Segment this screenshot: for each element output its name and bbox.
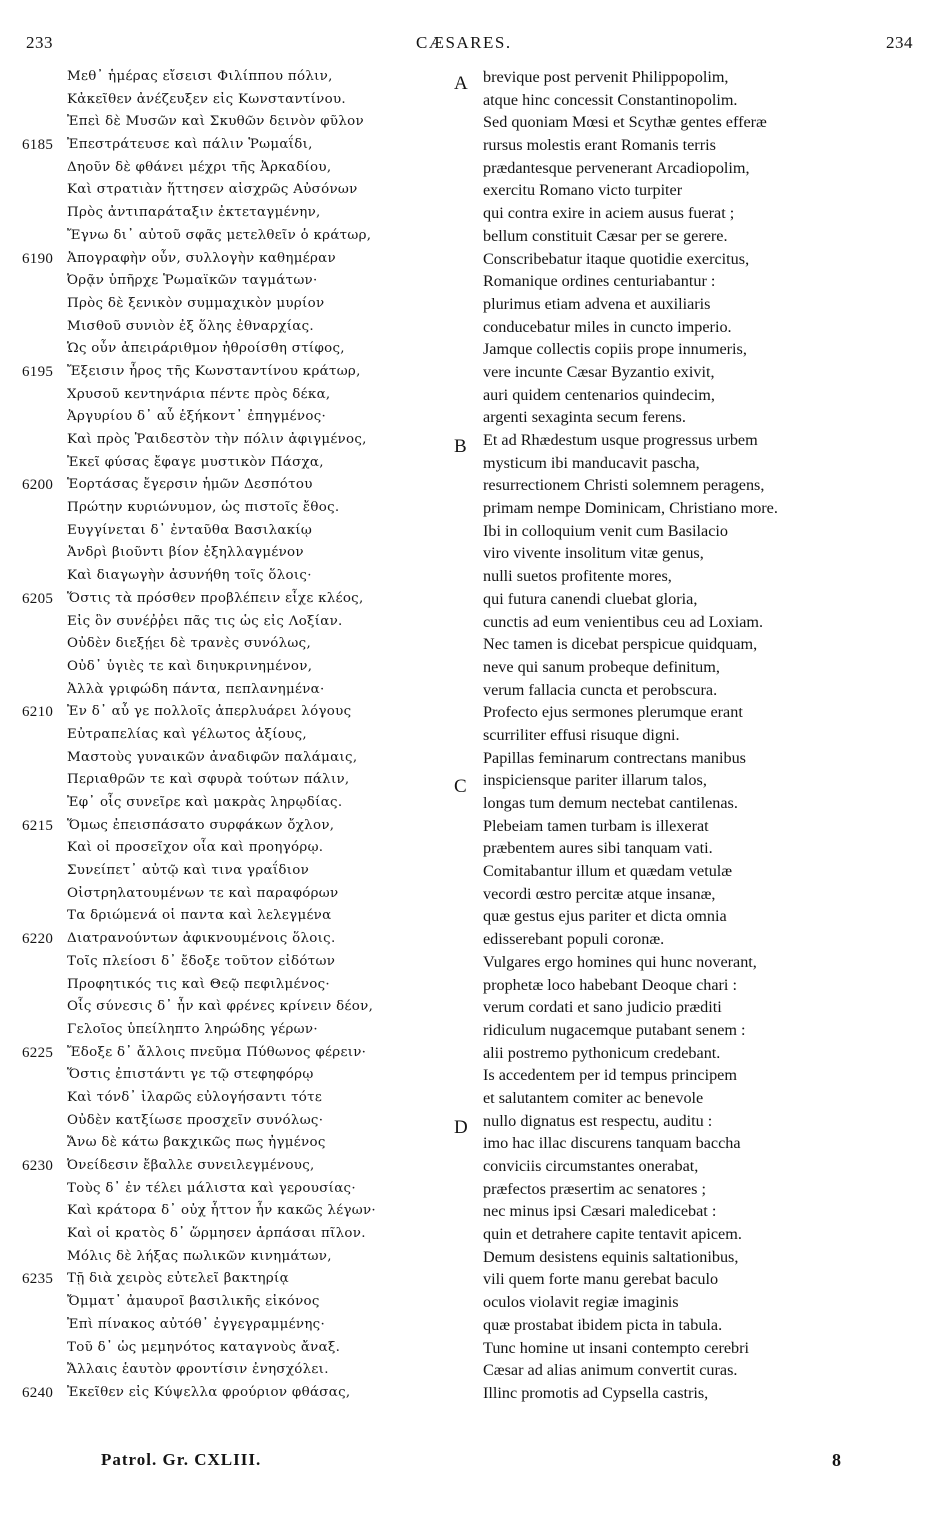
latin-verse-line [440,1064,940,1087]
latin-verse-text: Plebeiam tamen turbam is illexerat [483,816,709,835]
greek-verse-text: Ἔδοξε δ᾽ ἄλλοις πνεῦμα Πύθωνος φέρειν· [67,1044,367,1060]
latin-verse-line [440,1132,940,1155]
latin-verse-line [440,1314,940,1337]
latin-verse-text: nec minus ipsi Cæsari maledicebat : [483,1202,717,1221]
latin-verse-line [440,974,940,997]
latin-verse-text: Demum desistens equinis saltationibus, [483,1247,739,1266]
greek-verse-line [0,792,440,815]
latin-verse-text: argenti sexaginta secum ferens. [483,408,686,427]
greek-verse-text: Ὄμματ᾽ ἀμαυροῖ βασιλικῆς εἰκόνος [67,1294,320,1310]
greek-verse-line [0,1042,440,1065]
greek-verse-line [0,974,440,997]
greek-verse-line [0,588,440,611]
verse-number: 6195 [22,363,54,380]
greek-verse-line [0,1223,440,1246]
latin-verse-line [440,1019,940,1042]
verse-number: 6185 [22,137,54,154]
latin-verse-line [440,429,940,457]
latin-verse-text: Conscribebatur itaque quotidie exercitus, [483,249,750,268]
greek-verse-text: Καὶ διαγωγὴν ἀσυνήθη τοῖς ὅλοις· [67,568,312,584]
latin-verse-line [440,1223,940,1246]
verse-number: 6225 [22,1044,54,1061]
greek-verse-text: Ὡς οὖν ἀπειράριθμον ἠθροίσθη στίφος, [67,341,345,357]
greek-verse-text: Κἀκεῖθεν ἀνέζευξεν εἰς Κωνσταντίνου. [67,91,346,107]
latin-verse-text: qui contra exire in aciem ausus fuerat ; [483,204,735,223]
greek-verse-text: Καὶ κράτορα δ᾽ οὐχ ἧττον ἦν κακῶς λέγων· [67,1203,376,1219]
greek-verse-line [0,1178,440,1201]
latin-verse-text: exercitu Romano victo turpiter [483,181,683,200]
greek-verse-line [0,225,440,248]
greek-verse-line [0,66,440,89]
greek-verse-text: Πρὸς δὲ ξενικὸν συμμαχικὸν μυρίον [67,295,325,311]
latin-verse-line [440,338,940,361]
latin-verse-line [440,202,940,225]
greek-verse-text: Οἰστρηλατουμένων τε καὶ παραφόρων [67,885,339,901]
latin-verse-text: nulli suetos profitente mores, [483,567,672,586]
latin-verse-line [440,520,940,543]
greek-verse-line [0,157,440,180]
section-marker: B [454,436,467,457]
latin-verse-line [440,837,940,860]
latin-verse-text: prædantesque pervenerant Arcadiopolim, [483,158,750,177]
greek-verse-text: Γελοῖος ὑπείληπτο ληρώδης γέρων· [67,1021,318,1037]
section-marker: C [454,776,467,798]
latin-verse-line [440,611,940,634]
latin-verse-line [440,565,940,588]
greek-verse-text: Ἀνδρὶ βιοῦντι βίον ἐξηλλαγμένον [67,545,304,561]
greek-verse-line [0,905,440,928]
page-number-left: 233 [26,33,53,52]
latin-verse-line [440,361,940,384]
latin-verse-line [440,1155,940,1178]
latin-verse-text: scurriliter effusi risuque digni. [483,725,680,744]
greek-verse-line [0,338,440,361]
greek-verse-text: Ἄνω δὲ κάτω βακχικῶς πως ἠγμένος [67,1135,326,1151]
latin-verse-line [440,542,940,565]
latin-verse-line [440,588,940,611]
greek-verse-text: Ὀρᾷν ὑπῆρχε Ῥωμαϊκῶν ταγμάτων· [67,273,318,289]
greek-verse-line [0,179,440,202]
latin-verse-line [440,406,940,429]
greek-verse-line [0,497,440,520]
greek-verse-text: Ἀλλὰ γριφώδη πάντα, πεπλανημένα· [67,681,325,697]
greek-verse-text: Εὐτραπελίας καὶ γέλωτος ἀξίους, [67,726,307,742]
greek-verse-line [0,1132,440,1155]
page-footer [0,1450,950,1474]
latin-verse-line [440,951,940,974]
latin-verse-line [440,1042,940,1065]
greek-verse-line [0,747,440,770]
greek-verse-text: Ἀργυρίου δ᾽ αὖ ἑξήκοντ᾽ ἐπηγμένος· [67,409,327,425]
greek-verse-line [0,656,440,679]
greek-verse-line [0,611,440,634]
latin-verse-text: Nec tamen is dicebat perspicue quidquam, [483,635,758,654]
latin-verse-line [440,815,940,838]
greek-verse-text: Ἔγνω δι᾽ αὐτοῦ σφᾶς μετελθεῖν ὁ κράτωρ, [67,227,372,243]
latin-verse-text: oculos violavit regiæ imaginis [483,1293,679,1312]
latin-verse-text: quæ gestus ejus pariter et dicta omnia [483,907,727,926]
latin-verse-line [440,1178,940,1201]
greek-verse-line [0,134,440,157]
latin-verse-text: præbentem aures sibi tanquam vati. [483,839,713,858]
latin-verse-text: imo hac illac discurens tanquam baccha [483,1134,741,1153]
greek-verse-text: Τοὺς δ᾽ ἐν τέλει μάλιστα καὶ γερουσίας· [67,1180,356,1196]
greek-verse-text: Τα δριώμενά οἱ παντα καὶ λελεγμένα [67,908,332,924]
greek-verse-line [0,406,440,429]
greek-verse-line [0,565,440,588]
latin-verse-line [440,1291,940,1314]
latin-verse-text: neve qui sanum probeque definitum, [483,657,720,676]
greek-verse-line [0,520,440,543]
greek-verse-text: Τοῦ δ᾽ ὡς μεμηνότος καταγνοὺς ἄναξ. [67,1339,341,1355]
page-header [0,33,950,59]
latin-verse-line [440,905,940,928]
greek-verse-text: Εἰς ὃν συνέῤῥει πᾶς τις ὡς εἰς Λοξίαν. [67,613,343,629]
greek-verse-text: Ἐν δ᾽ αὖ γε πολλοῖς ἀπερλυάρει λόγους [67,704,352,720]
latin-verse-text: Et ad Rhædestum usque progressus urbem [483,431,758,449]
latin-verse-line [440,66,940,94]
greek-verse-text: Μισθοῦ συνιὸν ἐξ ὅλης ἐθναρχίας. [67,318,314,334]
greek-verse-line [0,769,440,792]
greek-verse-text: Ἐπὶ πίνακος αὐτόθ᾽ ἐγγεγραμμένης· [67,1316,326,1332]
verse-number: 6240 [22,1384,54,1401]
latin-verse-text: verum cordati et sano judicio præditi [483,998,722,1017]
latin-verse-line [440,474,940,497]
greek-verse-line [0,1200,440,1223]
latin-verse-line [440,883,940,906]
latin-verse-line [440,996,940,1019]
latin-verse-text: quæ prostabat ibidem picta in tabula. [483,1315,723,1334]
greek-verse-text: Ἐκεῖθεν εἰς Κύψελλα φρούριον φθάσας, [67,1384,351,1400]
greek-verse-text: Μεθ᾽ ἡμέρας εἴσεισι Φιλίππου πόλιν, [67,69,333,84]
greek-verse-line [0,270,440,293]
greek-verse-text: Μόλις δὲ λήξας πωλικῶν κινημάτων, [67,1248,332,1264]
latin-verse-text: plurimus etiam advena et auxiliaris [483,294,711,313]
greek-verse-line [0,1314,440,1337]
latin-verse-line [440,134,940,157]
greek-verse-line [0,1110,440,1133]
latin-verse-text: Illinc promotis ad Cypsella castris, [483,1383,709,1402]
greek-verse-text: Ἑορτάσας ἔγερσιν ἡμῶν Δεσπότου [67,477,313,493]
greek-verse-line [0,1019,440,1042]
latin-verse-line [440,497,940,520]
latin-verse-line [440,724,940,747]
latin-verse-text: quin et detrahere capite tentavit apicem. [483,1225,742,1244]
verse-number: 6215 [22,817,54,834]
latin-verse-text: Vulgares ergo homines qui hunc noverant, [483,952,757,971]
greek-verse-text: Ἔξεισιν ἦρος τῆς Κωνσταντίνου κράτωρ, [67,363,361,379]
greek-verse-text: Περιαθρῶν τε καὶ σφυρὰ τούτων πάλιν, [67,772,350,788]
latin-verse-text: vili quem forte manu gerebat baculo [483,1270,719,1289]
latin-verse-text: Jamque collectis copiis prope innumeris, [483,340,747,359]
verse-number: 6190 [22,250,54,267]
signature-mark: 8 [832,1450,841,1470]
page-number-right: 234 [886,33,913,52]
latin-verse-line [440,860,940,883]
greek-verse-line [0,815,440,838]
latin-verse-line [440,225,940,248]
latin-verse-line [440,679,940,702]
greek-verse-line [0,542,440,565]
latin-verse-line [440,1268,940,1291]
greek-verse-line [0,1087,440,1110]
latin-verse-line [440,270,940,293]
greek-verse-text: Καὶ πρὸς Ῥαιδεστὸν τὴν πόλιν ἀφιγμένος, [67,432,367,447]
greek-verse-text: Ὅστις ἐπιστάντι γε τῷ στεφηφόρῳ [67,1067,314,1083]
latin-verse-text: Is accedentem per id tempus principem [483,1066,737,1085]
greek-verse-text: Διατρανούντων ἀφικνουμένοις ὅλοις. [67,931,336,947]
latin-verse-line [440,633,940,656]
greek-verse-line [0,701,440,724]
greek-verse-text: Δηοῦν δὲ φθάνει μέχρι τῆς Ἀρκαδίου, [67,159,332,175]
latin-verse-text: mysticum ibi manducavit pascha, [483,453,700,472]
greek-verse-text: Οὐδ᾽ ὑγιὲς τε καὶ διηυκρινημένον, [67,658,313,674]
greek-verse-line [0,89,440,112]
greek-verse-text: Οἷς σύνεσις δ᾽ ἦν καὶ φρένες κρίνειν δέον, [67,999,374,1015]
latin-verse-text: præfectos præsertim ac senatores ; [483,1179,706,1198]
greek-verse-line [0,1246,440,1269]
greek-verse-text: Ὅστις τὰ πρόσθεν προβλέπειν εἶχε κλέος, [67,590,364,606]
latin-verse-text: edisserebant populi coronæ. [483,930,665,949]
latin-verse-text: bellum constituit Cæsar per se gerere. [483,226,728,245]
greek-verse-text: Τῇ διὰ χειρὸς εὐτελεῖ βακτηρίᾳ [67,1271,289,1287]
latin-verse-text: Comitabantur illum et quædam vetulæ [483,862,733,881]
greek-verse-line [0,1064,440,1087]
greek-verse-line [0,951,440,974]
latin-verse-text: Ibi in colloquium venit cum Basilacio [483,521,729,540]
greek-verse-text: Πρώτην κυριώνυμον, ὡς πιστοῖς ἔθος. [67,500,340,516]
running-title: CÆSARES. [416,33,512,52]
latin-verse-text: Sed quoniam Mœsi et Scythæ gentes efferæ [483,113,767,132]
latin-verse-text: vecordi œstro percitæ atque insanæ, [483,884,716,903]
greek-verse-line [0,202,440,225]
latin-verse-text: qui futura canendi cluebat gloria, [483,589,698,608]
latin-verse-text: Cæsar ad alias animum convertit curas. [483,1361,738,1380]
latin-verse-text: verum fallacia cuncta et perobscura. [483,680,718,699]
greek-verse-text: Πρὸς ἀντιπαράταξιν ἐκτεταγμένην, [67,205,321,221]
greek-verse-line [0,293,440,316]
latin-verse-line [440,1382,940,1405]
latin-verse-line [440,248,940,271]
greek-verse-line [0,996,440,1019]
greek-verse-text: Ἄλλαις ἑαυτὸν φροντίσιν ἐνησχόλει. [67,1362,329,1378]
latin-verse-line [440,928,940,951]
latin-verse-line [440,316,940,339]
section-marker: D [454,1116,468,1138]
latin-verse-line [440,384,940,407]
latin-verse-line [440,1087,940,1110]
verse-number: 6230 [22,1158,54,1174]
latin-verse-line [440,1359,940,1382]
latin-verse-text: conducebatur miles in cuncto imperio. [483,317,732,336]
latin-verse-text: alii postremo pythonicum credebant. [483,1043,721,1062]
greek-verse-text: Καὶ τόνδ᾽ ἱλαρῶς εὐλογήσαντι τότε [67,1089,323,1105]
latin-verse-text: atque hinc concessit Constantinopolim. [483,90,738,109]
greek-verse-text: Ὅμως ἐπεισπάσατο συρφάκων ὄχλον, [67,817,335,833]
greek-verse-line [0,384,440,407]
latin-verse-text: prophetæ loco habebant Deoque chari : [483,975,737,994]
latin-verse-text: rursus molestis erant Romanis terris [483,136,716,155]
latin-verse-line [440,656,940,679]
greek-verse-text: Μαστοὺς γυναικῶν ἀναδιφῶν παλάμαις, [67,749,358,765]
greek-verse-line [0,111,440,134]
latin-verse-text: primam nempe Dominicam, Christiano more. [483,499,778,518]
greek-verse-text: Χρυσοῦ κεντηνάρια πέντε πρὸς δέκα, [67,386,331,402]
greek-verse-line [0,1155,440,1178]
greek-verse-line [0,1337,440,1360]
verse-number: 6235 [22,1271,54,1288]
latin-verse-text: conviciis circumstantes onerabat, [483,1157,699,1175]
latin-verse-text: brevique post pervenit Philippopolim, [483,68,729,86]
greek-text-column [0,66,440,1405]
verse-number: 6220 [22,931,54,948]
greek-verse-text: Τοῖς πλείοσι δ᾽ ἔδοξε τοῦτον εἰδότων [67,953,336,969]
latin-verse-text: ridiculum nugacemque putabant senem : [483,1020,746,1039]
greek-verse-text: Ἀπογραφὴν οὖν, συλλογὴν καθημέραν [67,250,336,266]
latin-verse-text: et salutantem comiter ac benevole [483,1088,704,1107]
greek-verse-line [0,248,440,271]
greek-verse-text: Οὐδὲν κατξίωσε προσχεῖν συνόλως· [67,1112,324,1128]
greek-verse-line [0,316,440,339]
greek-verse-line [0,452,440,475]
verse-number: 6205 [22,590,54,607]
greek-verse-line [0,860,440,883]
greek-verse-text: Ευγγίνεται δ᾽ ἐνταῦθα Βασιλακίῳ [67,522,313,538]
latin-verse-line [440,179,940,202]
greek-verse-text: Οὐδὲν διεξῄει δὲ τρανὲς συνόλως, [67,636,312,652]
greek-verse-line [0,1382,440,1405]
greek-verse-text: Ἐπεὶ δὲ Μυσῶν καὶ Σκυθῶν δεινὸν φῦλον [67,114,364,130]
greek-verse-text: Ὀνείδεσιν ἔβαλλε συνειλεγμένους, [67,1158,315,1173]
latin-verse-text: viro vivente insolitum vitæ genus, [483,544,704,563]
latin-verse-text: nullo dignatus est respectu, auditu : [483,1111,713,1130]
latin-verse-line [440,1110,940,1138]
latin-verse-text: resurrectionem Christi solemnem peragens, [483,476,765,495]
greek-verse-text: Καὶ στρατιὰν ἥττησεν αἰσχρῶς Αὐσόνων [67,182,358,198]
latin-verse-text: Tunc homine ut insani contempto cerebri [483,1338,749,1357]
latin-verse-line [440,89,940,112]
greek-verse-text: Προφητικός τις καὶ Θεῷ πεφιλμένος· [67,976,330,992]
latin-verse-text: longas tum demum nectebat cantilenas. [483,794,738,812]
footer-volume: Patrol. Gr. CXLIII. [101,1450,262,1469]
verse-number: 6210 [22,704,54,721]
latin-verse-text: Profecto ejus sermones plerumque erant [483,703,743,722]
latin-verse-text: inspiciensque pariter illarum talos, [483,771,707,790]
latin-verse-line [440,769,940,798]
latin-verse-line [440,293,940,316]
greek-verse-line [0,474,440,497]
greek-verse-text: Καὶ οἱ κρατὸς δ᾽ ὥρμησεν ἁρπάσαι πῖλον. [67,1226,366,1242]
greek-verse-line [0,1291,440,1314]
latin-verse-line [440,157,940,180]
greek-verse-text: Ἐπεστράτευσε καὶ πάλιν Ῥωμαΐδι, [67,137,313,153]
latin-verse-line [440,1200,940,1223]
latin-verse-text: auri quidem centenarios quindecim, [483,385,715,404]
latin-translation-column [440,66,940,1405]
greek-verse-line [0,679,440,702]
greek-verse-line [0,928,440,951]
latin-verse-line [440,1337,940,1360]
latin-verse-text: Romanique ordines centuriabantur : [483,272,716,291]
greek-verse-line [0,724,440,747]
greek-verse-line [0,633,440,656]
latin-verse-line [440,792,940,815]
latin-verse-text: Papillas feminarum contrectans manibus [483,748,746,767]
greek-verse-line [0,883,440,906]
latin-verse-text: vere incunte Cæsar Byzantio exivit, [483,362,715,381]
greek-verse-line [0,1359,440,1382]
latin-verse-line [440,452,940,475]
greek-verse-text: Συνείπετ᾽ αὐτῷ καὶ τινα γραΐδιον [67,863,310,879]
greek-verse-text: Ἐκεῖ φύσας ἔφαγε μυστικὸν Πάσχα, [67,454,324,470]
greek-verse-text: Ἐφ᾽ οἷς συνεῖρε καὶ μακρὰς ληρῳδίας. [67,795,343,810]
latin-verse-line [440,701,940,724]
greek-verse-line [0,837,440,860]
verse-number: 6200 [22,477,54,494]
section-marker: A [454,73,468,94]
latin-verse-line [440,747,940,770]
greek-verse-line [0,361,440,384]
greek-verse-line [0,1268,440,1291]
latin-verse-text: cunctis ad eum venientibus ceu ad Loxiam. [483,612,764,631]
greek-verse-line [0,429,440,452]
greek-verse-text: Καὶ οἱ προσεῖχον οἷα καὶ προηγόρῳ. [67,840,324,856]
latin-verse-line [440,1246,940,1269]
latin-verse-line [440,111,940,134]
